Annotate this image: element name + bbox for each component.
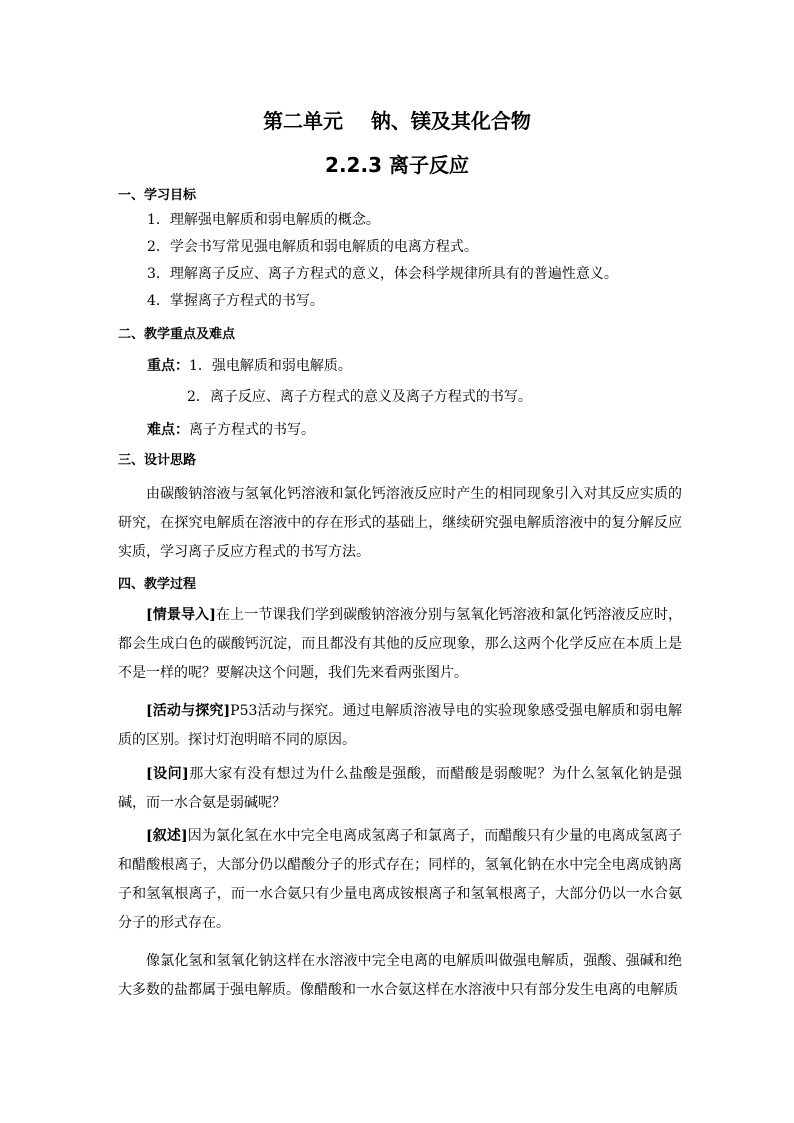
difficulty-line xyxy=(147,420,711,440)
section-heading-key-points: 二、教学重点及难点 xyxy=(118,327,236,342)
section-heading-process: 四、教学过程 xyxy=(118,577,197,592)
document-subtitle: 2.2.3 离子反应 xyxy=(325,153,469,177)
paragraph-question xyxy=(118,760,682,818)
paragraph-label: [设问] xyxy=(146,766,189,782)
objective-item: 1．理解强电解质和弱电解质的概念。 xyxy=(147,212,380,228)
objective-item: 2．学会书写常见强电解质和弱电解质的电离方程式。 xyxy=(147,239,478,255)
paragraph-text: 在上一节课我们学到碳酸钠溶液分别与氢氧化钙溶液和氯化钙溶液反应时，都会生成白色的碳酸钙沉淀，而且都没有其他的反应现象，那么这两个化学反应在本质上是不是一样的呢？要解决这个问题，我们先来看两张图片。 xyxy=(118,607,682,681)
paragraph-label: [活动与探究] xyxy=(146,703,231,719)
section-heading-design: 三、设计思路 xyxy=(118,453,197,468)
document-title: 第二单元 钠、镁及其化合物 xyxy=(263,109,531,133)
difficulty-text: 离子方程式的书写。 xyxy=(189,422,315,438)
key-point-line xyxy=(147,356,711,376)
paragraph-narration xyxy=(118,822,682,938)
design-paragraph: 由碳酸钠溶液与氢氧化钙溶液和氯化钙溶液反应时产生的相同现象引入对其反应实质的研究，在探究电解质在溶液中的存在形式的基础上，继续研究强电解质溶液中的复分解反应实质，学习离子反应方程式的书写方法。 xyxy=(118,486,682,560)
difficulty-label: 难点： xyxy=(147,422,189,438)
paragraph-label: [叙述] xyxy=(146,828,188,844)
paragraph-scene-intro xyxy=(118,601,682,688)
key-point-item: 1．强电解质和弱电解质。 xyxy=(189,358,352,374)
objective-item: 4．掌握离子方程式的书写。 xyxy=(147,293,324,309)
key-point-label: 重点： xyxy=(147,358,189,374)
key-point-item: 2．离子反应、离子方程式的意义及离子方程式的书写。 xyxy=(187,389,532,405)
paragraph-text: 因为氯化氢在水中完全电离成氢离子和氯离子，而醋酸只有少量的电离成氢离子和醋酸根离子，大部分仍以醋酸分子的形式存在；同样的，氢氧化钠在水中完全电离成钠离子和氢氧根离子，而一水合氨只有少量电离成铵根离子和氢氧根离子，大部分仍以一水合氨分子的形式存在。 xyxy=(118,828,682,931)
objective-item: 3．理解离子反应、离子方程式的意义，体会科学规律所具有的普遍性意义。 xyxy=(147,266,618,282)
section-heading-objectives: 一、学习目标 xyxy=(118,188,197,203)
paragraph-label: [情景导入] xyxy=(146,607,216,623)
paragraph-text: P53活动与探究。通过电解质溶液导电的实验现象感受强电解质和弱电解质的区别。探讨灯泡明暗不同的原因。 xyxy=(118,703,683,748)
paragraph-definition: 像氯化氢和氢氧化钠这样在水溶液中完全电离的电解质叫做强电解质，强酸、强碱和绝大多数的盐都属于强电解质。像醋酸和一水合氨这样在水溶液中只有部分发生电离的电解质 xyxy=(118,953,682,998)
paragraph-activity xyxy=(118,697,682,755)
paragraph-text: 那大家有没有想过为什么盐酸是强酸，而醋酸是弱酸呢？为什么氢氧化钠是强碱，而一水合氨是弱碱呢？ xyxy=(118,766,683,811)
